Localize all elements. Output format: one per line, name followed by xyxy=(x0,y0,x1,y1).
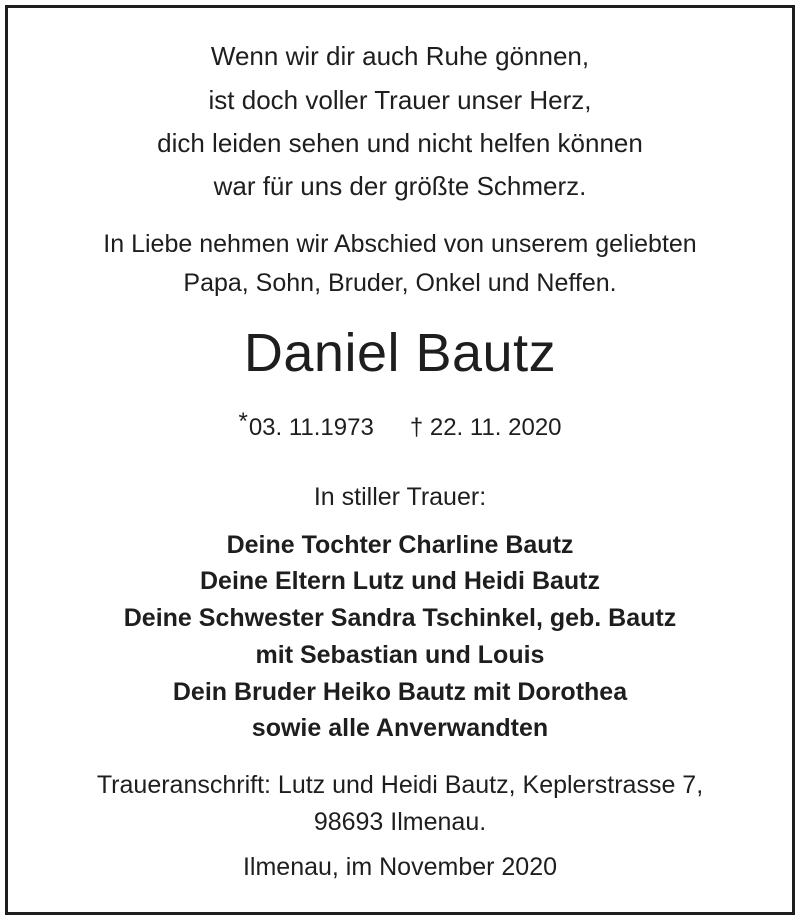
verse-line-2: ist doch voller Trauer unser Herz, xyxy=(208,85,592,115)
mourner-line-2: Deine Eltern Lutz und Heidi Bautz xyxy=(199,567,600,595)
death-date: 22. 11. 2020 xyxy=(429,414,562,441)
birth-date: 03. 11.1973 xyxy=(248,414,374,441)
verse-line-1: Wenn wir dir auch Ruhe gönnen, xyxy=(210,41,590,71)
mourner-line-5: Dein Bruder Heiko Bautz mit Dorothea xyxy=(172,678,628,706)
death-cross-icon: † xyxy=(409,414,424,441)
verse-line-3: dich leiden sehen und nicht helfen können xyxy=(157,128,643,158)
address-line-1: Traueranschrift: Lutz und Heidi Bautz, Keplerstrasse 7, xyxy=(96,771,704,799)
address-line-2: 98693 Ilmenau. xyxy=(313,808,487,836)
place-date: Ilmenau, im November 2020 xyxy=(242,853,558,881)
mourner-line-4: mit Sebastian und Louis xyxy=(255,641,545,669)
life-dates xyxy=(0,408,800,441)
birth-star-icon: * xyxy=(238,408,248,435)
intro-line-1: In Liebe nehmen wir Abschied von unserem geliebten xyxy=(103,230,697,258)
intro-line-2: Papa, Sohn, Bruder, Onkel und Neffen. xyxy=(183,269,617,297)
deceased-name: Daniel Bautz xyxy=(243,323,557,383)
mourner-line-1: Deine Tochter Charline Bautz xyxy=(226,531,574,559)
mourner-line-6: sowie alle Anverwandten xyxy=(251,714,549,742)
mourning-heading: In stiller Trauer: xyxy=(313,483,487,511)
mourner-line-3: Deine Schwester Sandra Tschinkel, geb. Bautz xyxy=(123,604,677,632)
verse-line-4: war für uns der größte Schmerz. xyxy=(213,171,587,201)
